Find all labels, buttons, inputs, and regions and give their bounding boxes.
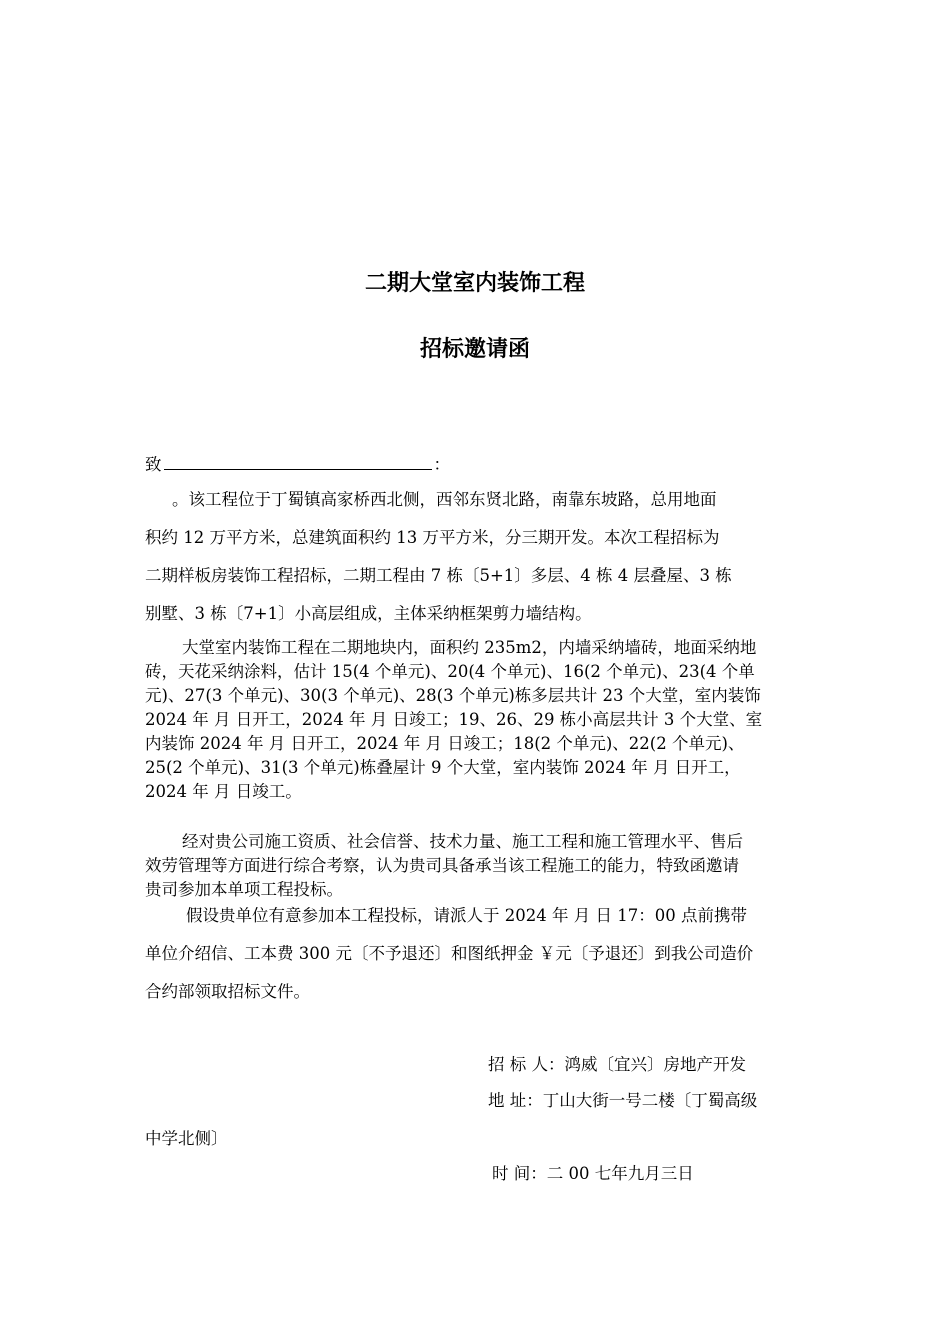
address-line: 地 址：丁山大街一号二楼〔丁蜀高级 — [488, 1091, 758, 1110]
paragraph-2-line: 2024 年 月 日竣工。 — [145, 782, 302, 801]
paragraph-2-line: 内装饰 2024 年 月 日开工，2024 年 月 日竣工；18(2 个单元)、22(2 个单元)、 — [145, 734, 745, 753]
salutation — [145, 451, 450, 475]
paragraph-1-line: 积约 12 万平方米，总建筑面积约 13 万平方米，分三期开发。本次工程招标为 — [145, 528, 720, 547]
paragraph-2-line: 25(2 个单元)、31(3 个单元)栋叠屋计 9 个大堂，室内装饰 2024 年 月 日开工， — [145, 758, 741, 777]
addressee-blank-line — [164, 453, 432, 470]
paragraph-1-line: 二期样板房装饰工程招标，二期工程由 7 栋〔5+1〕多层、4 栋 4 层叠屋、3 栋 — [145, 566, 732, 585]
paragraph-4-line: 单位介绍信、工本费 300 元〔不予退还〕和图纸押金 ￥元〔予退还〕到我公司造价 — [145, 944, 754, 963]
tenderer-line: 招 标 人：鸿威〔宜兴〕房地产开发 — [488, 1055, 746, 1074]
paragraph-2-line: 大堂室内装饰工程在二期地块内，面积约 235m2，内墙采纳墙砖，地面采纳地 — [182, 638, 757, 657]
paragraph-2-line: 2024 年 月 日开工，2024 年 月 日竣工；19、26、29 栋小高层共计 3 个大堂、室 — [145, 710, 763, 729]
address-line-continued: 中学北侧〕 — [145, 1129, 228, 1148]
salutation-prefix: 致 — [145, 455, 162, 474]
paragraph-1-line: 。该工程位于丁蜀镇高家桥西北侧，西邻东贤北路，南靠东坡路，总用地面 — [172, 490, 717, 509]
date-line: 时 间：二 00 七年九月三日 — [492, 1164, 694, 1183]
paragraph-2-line: 砖，天花采纳涂料，估计 15(4 个单元)、20(4 个单元)、16(2 个单元)、23(4 个单 — [145, 662, 755, 681]
document-subtitle: 招标邀请函 — [419, 336, 530, 362]
paragraph-4-line: 合约部领取招标文件。 — [145, 982, 310, 1001]
paragraph-3-line: 效劳管理等方面进行综合考察，认为贵司具备承当该工程施工的能力，特致函邀请 — [145, 856, 739, 875]
salutation-suffix: ： — [433, 455, 450, 474]
paragraph-3-line: 贵司参加本单项工程投标。 — [145, 880, 343, 899]
document-title: 二期大堂室内装饰工程 — [364, 270, 585, 296]
paragraph-4-line: 假设贵单位有意参加本工程投标，请派人于 2024 年 月 日 17：00 点前携带 — [186, 906, 747, 925]
paragraph-2-line: 元)、27(3 个单元)、30(3 个单元)、28(3 个单元)栋多层共计 23 个大堂，室内装饰 — [145, 686, 761, 705]
paragraph-3-line: 经对贵公司施工资质、社会信誉、技术力量、施工工程和施工管理水平、售后 — [182, 832, 743, 851]
paragraph-1-line: 别墅、3 栋〔7+1〕小高层组成，主体采纳框架剪力墙结构。 — [145, 604, 592, 623]
